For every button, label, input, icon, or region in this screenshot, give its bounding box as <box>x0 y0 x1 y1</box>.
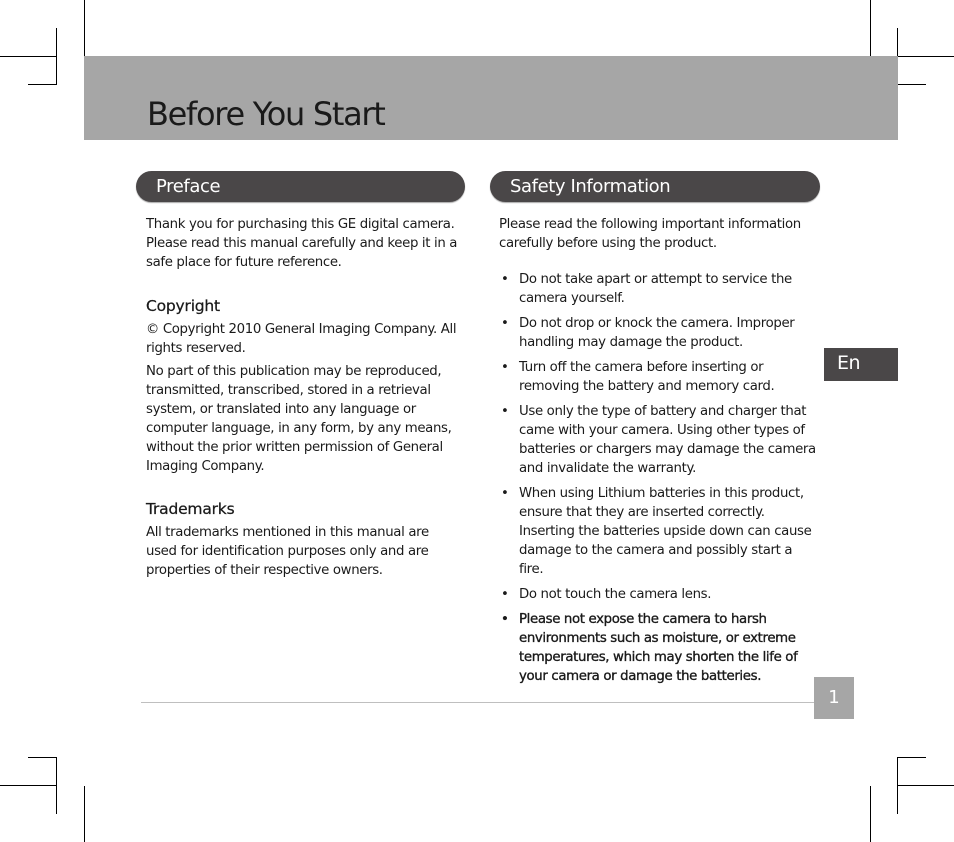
crop-mark <box>84 0 85 56</box>
list-item: • Do not take apart or attempt to service the camera yourself. <box>501 272 792 306</box>
bullet-icon: • <box>501 404 509 419</box>
list-item: • Turn off the camera before inserting or removing the battery and memory card. <box>501 360 775 394</box>
trademarks-heading: Trademarks <box>146 500 235 518</box>
crop-mark <box>0 785 57 786</box>
list-item: • Use only the type of battery and charger that came with your camera. Using other types of batteries or chargers may damage the camera and invalidate the warranty. <box>501 404 816 476</box>
copyright-body: No part of this publication may be reproduced, transmitted, transcribed, stored in a retrieval system, or translated into any language or computer language, in any form, by any means, without the prior written permission of General Imaging Company. <box>146 364 452 474</box>
copyright-heading: Copyright <box>146 297 220 315</box>
preface-column <box>146 215 458 580</box>
crop-mark <box>870 786 871 842</box>
list-item: • Do not touch the camera lens. <box>501 587 712 602</box>
bullet-icon: • <box>501 612 509 627</box>
crop-mark <box>897 84 926 85</box>
header-band <box>84 56 898 140</box>
list-item: • Please not expose the camera to harsh environments such as moisture, or extreme temperatures, which may shorten the life of your camera or damage the batteries. <box>501 612 798 684</box>
crop-mark <box>84 786 85 842</box>
footer-divider <box>141 702 817 703</box>
safety-list <box>499 270 817 686</box>
safety-intro: Please read the following important information carefully before using the product. <box>499 217 801 251</box>
section-heading-safety: Safety Information <box>490 171 820 202</box>
crop-mark <box>56 28 57 85</box>
crop-mark <box>28 757 57 758</box>
page-number: 1 <box>814 677 854 719</box>
bullet-icon: • <box>501 360 509 375</box>
bullet-icon: • <box>501 486 509 501</box>
page-title: Before You Start <box>147 95 385 133</box>
list-item: • When using Lithium batteries in this product, ensure that they are inserted correctly. Inserting the batteries upside down can cause damage to the camera and possibly start a fire. <box>501 486 812 577</box>
crop-mark <box>897 56 954 57</box>
bullet-icon: • <box>501 272 509 287</box>
crop-mark <box>28 84 57 85</box>
crop-mark <box>897 757 926 758</box>
crop-mark <box>870 0 871 56</box>
bullet-icon: • <box>501 587 509 602</box>
trademarks-body: All trademarks mentioned in this manual are used for identification purposes only and are properties of their respective owners. <box>146 525 429 578</box>
section-heading-preface: Preface <box>136 171 465 202</box>
copyright-notice: © Copyright 2010 General Imaging Company. All rights reserved. <box>146 322 457 356</box>
crop-mark <box>56 757 57 814</box>
crop-mark <box>0 56 57 57</box>
crop-mark <box>897 785 954 786</box>
safety-column <box>499 215 817 692</box>
list-item: • Do not drop or knock the camera. Improper handling may damage the product. <box>501 316 795 350</box>
bullet-icon: • <box>501 316 509 331</box>
crop-mark <box>897 757 898 814</box>
preface-intro: Thank you for purchasing this GE digital camera. Please read this manual carefully and keep it in a safe place for future reference. <box>146 217 458 270</box>
language-tab: En <box>824 348 898 381</box>
